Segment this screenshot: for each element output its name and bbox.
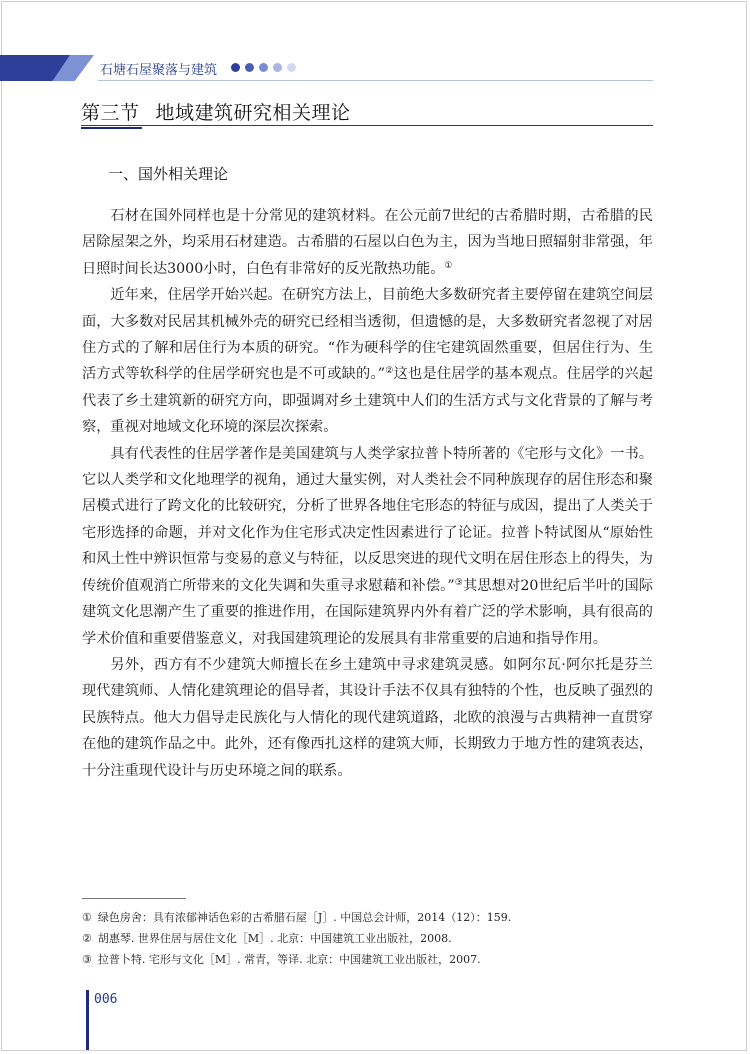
footnote <box>82 907 653 928</box>
footnote-divider <box>82 898 186 899</box>
footnote <box>82 928 653 949</box>
footnote <box>82 949 653 970</box>
footnotes <box>82 907 653 970</box>
header-divider <box>98 80 653 81</box>
footnote-ref: ③ <box>454 577 464 588</box>
paragraph: 另外，西方有不少建筑大师擅长在乡土建筑中寻求建筑灵感。如阿尔瓦·阿尔托是芬兰现代建筑师、人情化建筑理论的倡导者，其设计手法不仅具有独特的个性，也反映了强烈的民族特点。他大力倡导走民族化与人情化的现代建筑道路，北欧的浪漫与古典精神一直贯穿在他的建筑作品之中。此外，还有像西扎这样的建筑大师，长期致力于地方性的建筑表达，十分注重现代设计与历史环境之间的联系。 <box>82 656 653 779</box>
body-text <box>82 203 653 784</box>
section-number: 第三节 <box>81 102 142 129</box>
footnote-mark: ③ <box>82 953 92 966</box>
header-dots <box>231 63 296 73</box>
page-number-bar <box>86 990 89 1050</box>
running-header-title: 石塘石屋聚落与建筑 <box>100 63 218 78</box>
header-dot-icon <box>287 63 296 72</box>
header-dot-icon <box>231 63 240 72</box>
footnote-text: 绿色房舍：具有浓郁神话色彩的古希腊石屋［J］. 中国总会计师，2014（12）：159. <box>97 911 512 924</box>
footnote-text: 拉普卜特. 宅形与文化［M］. 常青，等译. 北京：中国建筑工业出版社，2007. <box>97 953 481 966</box>
paragraph: 近年来，住居学开始兴起。在研究方法上，目前绝大多数研究者主要停留在建筑空间层面，大多数对民居其机械外壳的研究已经相当透彻，但遗憾的是，大多数研究者忽视了对居住方式的了解和居住行为本质的研究。“作为硬科学的住宅建筑固然重要，但居住行为、生活方式等软科学的住居学研究也是不可或缺的。”②这也是住居学的基本观点。住居学的兴起代表了乡土建筑新的研究方向，即强调对乡土建筑中人们的生活方式与文化背景的了解与考察，重视对地域文化环境的深层次探索。 <box>82 287 653 436</box>
header-decoration-band <box>0 55 98 81</box>
footnote-ref: ① <box>444 260 453 271</box>
page-number: 006 <box>94 992 118 1007</box>
header-dot-icon <box>273 63 282 72</box>
paragraph: 具有代表性的住居学著作是美国建筑与人类学家拉普卜特所著的《宅形与文化》一书。它以人类学和文化地理学的视角，通过大量实例，对人类社会不同种族现存的居住形态和聚居模式进行了跨文化的比较研究，分析了世界各地住宅形态的特征与成因，提出了人类关于宅形选择的命题，并对文化作为住宅形式决定性因素进行了论证。拉普卜特试图从“原始性和风土性中辨识恒常与变易的意义与特征，以反思突进的现代文明在居住形态上的得失，为传统价值观消亡所带来的文化失调和失重寻求慰藉和补偿。”③其思想对20世纪后半叶的国际建筑文化思潮产生了重要的推进作用，在国际建筑界内外有着广泛的学术影响，具有很高的学术价值和重要借鉴意义，对我国建筑理论的发展具有非常重要的启迪和指导作用。 <box>82 445 653 647</box>
footnote-text: 胡惠琴. 世界住居与居住文化［M］. 北京：中国建筑工业出版社，2008. <box>97 932 452 945</box>
subsection-heading: 一、国外相关理论 <box>108 165 229 183</box>
footnote-mark: ② <box>82 932 92 945</box>
header-dot-icon <box>259 63 268 72</box>
section-title <box>81 98 653 125</box>
footnote-mark: ① <box>82 911 92 924</box>
header-dot-icon <box>245 63 254 72</box>
paragraph: 石材在国外同样也是十分常见的建筑材料。在公元前7世纪的古希腊时期，古希腊的民居除屋架之外，均采用石材建造。古希腊的石屋以白色为主，因为当地日照辐射非常强，年日照时间长达3000小时，白色有非常好的反光散热功能。① <box>82 208 653 277</box>
section-title-rule <box>81 125 653 126</box>
section-title-text: 地域建筑研究相关理论 <box>155 102 351 124</box>
footnote-ref: ② <box>385 366 394 377</box>
